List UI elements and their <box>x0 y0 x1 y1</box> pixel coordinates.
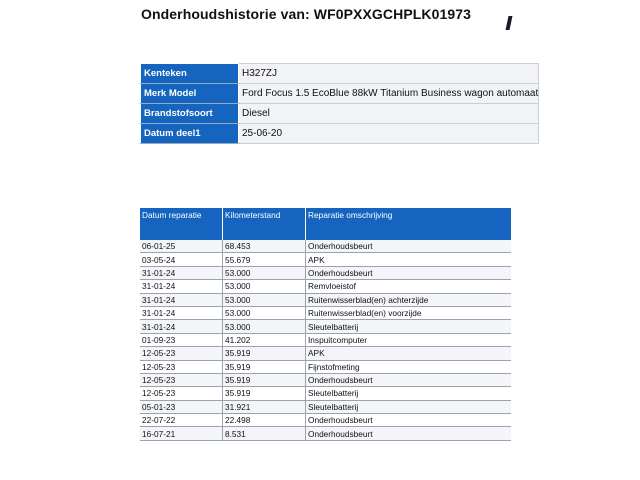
cell-mileage: 8.531 <box>223 427 306 440</box>
cell-date: 31-01-24 <box>140 280 223 293</box>
cell-date: 31-01-24 <box>140 266 223 279</box>
cell-description: Sleutelbatterij <box>306 387 512 400</box>
vehicle-label: Brandstofsoort <box>141 104 239 124</box>
cell-date: 31-01-24 <box>140 293 223 306</box>
cell-date: 31-01-24 <box>140 320 223 333</box>
cell-mileage: 53.000 <box>223 280 306 293</box>
cell-description: Ruitenwisserblad(en) voorzijde <box>306 306 512 319</box>
cell-description: Onderhoudsbeurt <box>306 266 512 279</box>
cell-description: APK <box>306 253 512 266</box>
vehicle-label: Merk Model <box>141 84 239 104</box>
vehicle-row-kenteken <box>141 64 539 84</box>
cell-date: 31-01-24 <box>140 306 223 319</box>
cell-date: 22-07-22 <box>140 414 223 427</box>
cell-mileage: 53.000 <box>223 320 306 333</box>
table-row <box>140 414 511 427</box>
cell-mileage: 53.000 <box>223 293 306 306</box>
table-row <box>140 306 511 319</box>
cell-description: Inspuitcomputer <box>306 333 512 346</box>
cell-mileage: 35.919 <box>223 360 306 373</box>
cell-date: 12-05-23 <box>140 360 223 373</box>
cell-description: Sleutelbatterij <box>306 400 512 413</box>
column-header-description: Reparatie omschrijving <box>306 208 512 240</box>
cell-mileage: 53.000 <box>223 266 306 279</box>
cell-mileage: 68.453 <box>223 240 306 253</box>
cell-description: Sleutelbatterij <box>306 320 512 333</box>
table-row <box>140 240 511 253</box>
table-row <box>140 347 511 360</box>
cell-mileage: 53.000 <box>223 306 306 319</box>
cell-description: Onderhoudsbeurt <box>306 240 512 253</box>
cell-mileage: 22.498 <box>223 414 306 427</box>
vehicle-info-table <box>140 63 539 144</box>
cell-mileage: 35.919 <box>223 347 306 360</box>
cell-date: 12-05-23 <box>140 347 223 360</box>
vehicle-label: Datum deel1 <box>141 124 239 144</box>
cell-mileage: 55.679 <box>223 253 306 266</box>
cell-date: 06-01-25 <box>140 240 223 253</box>
table-row <box>140 320 511 333</box>
vehicle-row-datum-deel1 <box>141 124 539 144</box>
cell-mileage: 31.921 <box>223 400 306 413</box>
vehicle-label: Kenteken <box>141 64 239 84</box>
cell-date: 05-01-23 <box>140 400 223 413</box>
table-row <box>140 387 511 400</box>
vehicle-value: 25-06-20 <box>239 124 539 144</box>
cell-date: 01-09-23 <box>140 333 223 346</box>
table-row <box>140 400 511 413</box>
cell-description: Onderhoudsbeurt <box>306 427 512 440</box>
page-title: Onderhoudshistorie van: WF0PXXGCHPLK01973 <box>141 6 472 22</box>
cell-description: Onderhoudsbeurt <box>306 414 512 427</box>
vehicle-value: Diesel <box>239 104 539 124</box>
table-row <box>140 427 511 440</box>
history-header-row <box>140 208 511 240</box>
corner-mark <box>506 16 513 30</box>
table-row <box>140 373 511 386</box>
cell-description: Ruitenwisserblad(en) achterzijde <box>306 293 512 306</box>
table-row <box>140 360 511 373</box>
cell-description: Onderhoudsbeurt <box>306 373 512 386</box>
cell-date: 03-05-24 <box>140 253 223 266</box>
cell-date: 12-05-23 <box>140 373 223 386</box>
cell-description: Fijnstofmeting <box>306 360 512 373</box>
vehicle-row-merk-model <box>141 84 539 104</box>
cell-description: Remvloeistof <box>306 280 512 293</box>
column-header-mileage: Kilometerstand <box>223 208 306 240</box>
vehicle-value: Ford Focus 1.5 EcoBlue 88kW Titanium Business wagon automaat <box>239 84 539 104</box>
table-row <box>140 333 511 346</box>
table-row <box>140 293 511 306</box>
cell-mileage: 35.919 <box>223 373 306 386</box>
history-body <box>140 240 511 440</box>
cell-date: 16-07-21 <box>140 427 223 440</box>
cell-description: APK <box>306 347 512 360</box>
cell-date: 12-05-23 <box>140 387 223 400</box>
cell-mileage: 35.919 <box>223 387 306 400</box>
table-row <box>140 266 511 279</box>
maintenance-history-table <box>140 208 511 441</box>
column-header-date: Datum reparatie <box>140 208 223 240</box>
vehicle-value: H327ZJ <box>239 64 539 84</box>
vehicle-row-brandstofsoort <box>141 104 539 124</box>
table-row <box>140 280 511 293</box>
table-row <box>140 253 511 266</box>
cell-mileage: 41.202 <box>223 333 306 346</box>
